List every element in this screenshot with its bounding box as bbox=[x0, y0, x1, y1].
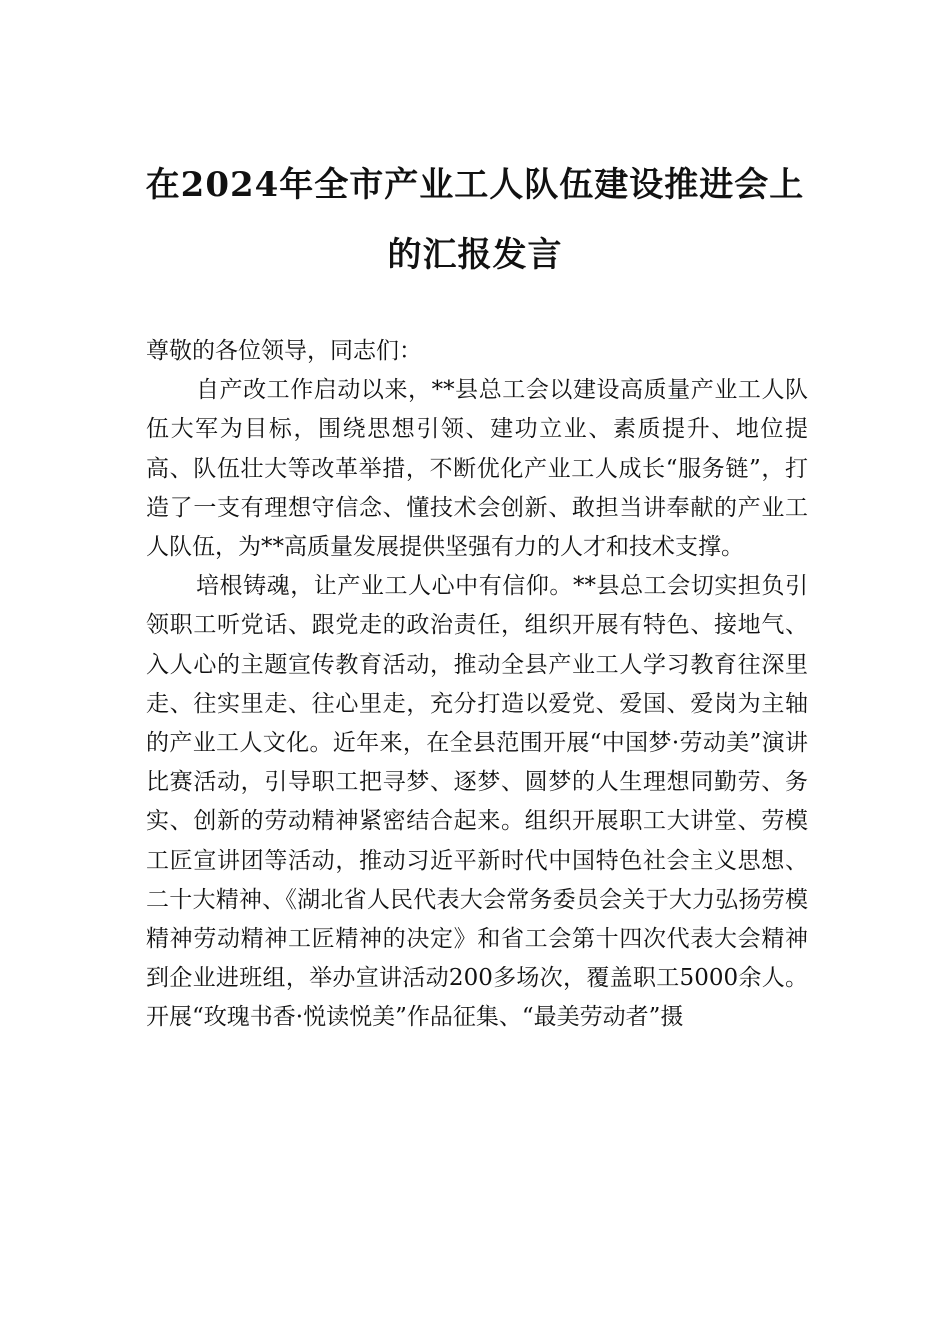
title-line-1: 在2024年全市产业工人队伍建设推进会上 bbox=[145, 165, 805, 205]
salutation: 尊敬的各位领导，同志们： bbox=[146, 338, 422, 364]
title-line-2: 的汇报发言 bbox=[387, 235, 563, 275]
paragraph-intro: 自产改工作启动以来，**县总工会以建设高质量产业工人队伍大军为目标，围绕思想引领、建功立业、素质提升、地位提高、队伍壮大等改革举措，不断优化产业工人成长“服务链”，打造了一支有理想守信念、懂技术会创新、敢担当讲奉献的产业工人队伍，为**高质量发展提供坚强有力的人才和技术支撑。 bbox=[146, 377, 808, 561]
document-title bbox=[140, 150, 810, 290]
document-body bbox=[146, 332, 808, 1038]
paragraph-faith: 培根铸魂，让产业工人心中有信仰。**县总工会切实担负引领职工听党话、跟党走的政治责任，组织开展有特色、接地气、入人心的主题宣传教育活动，推动全县产业工人学习教育往深里走、往实里走、往心里走，充分打造以爱党、爱国、爱岗为主轴的产业工人文化。近年来，在全县范围开展“中国梦·劳动美”演讲比赛活动，引导职工把寻梦、逐梦、圆梦的人生理想同勤劳、务实、创新的劳动精神紧密结合起来。组织开展职工大讲堂、劳模工匠宣讲团等活动，推动习近平新时代中国特色社会主义思想、二十大精神、《湖北省人民代表大会常务委员会关于大力弘扬劳模精神劳动精神工匠精神的决定》和省工会第十四次代表大会精神到企业进班组，举办宣讲活动200多场次，覆盖职工5000余人。开展“玫瑰书香·悦读悦美”作品征集、“最美劳动者”摄 bbox=[146, 573, 808, 1031]
